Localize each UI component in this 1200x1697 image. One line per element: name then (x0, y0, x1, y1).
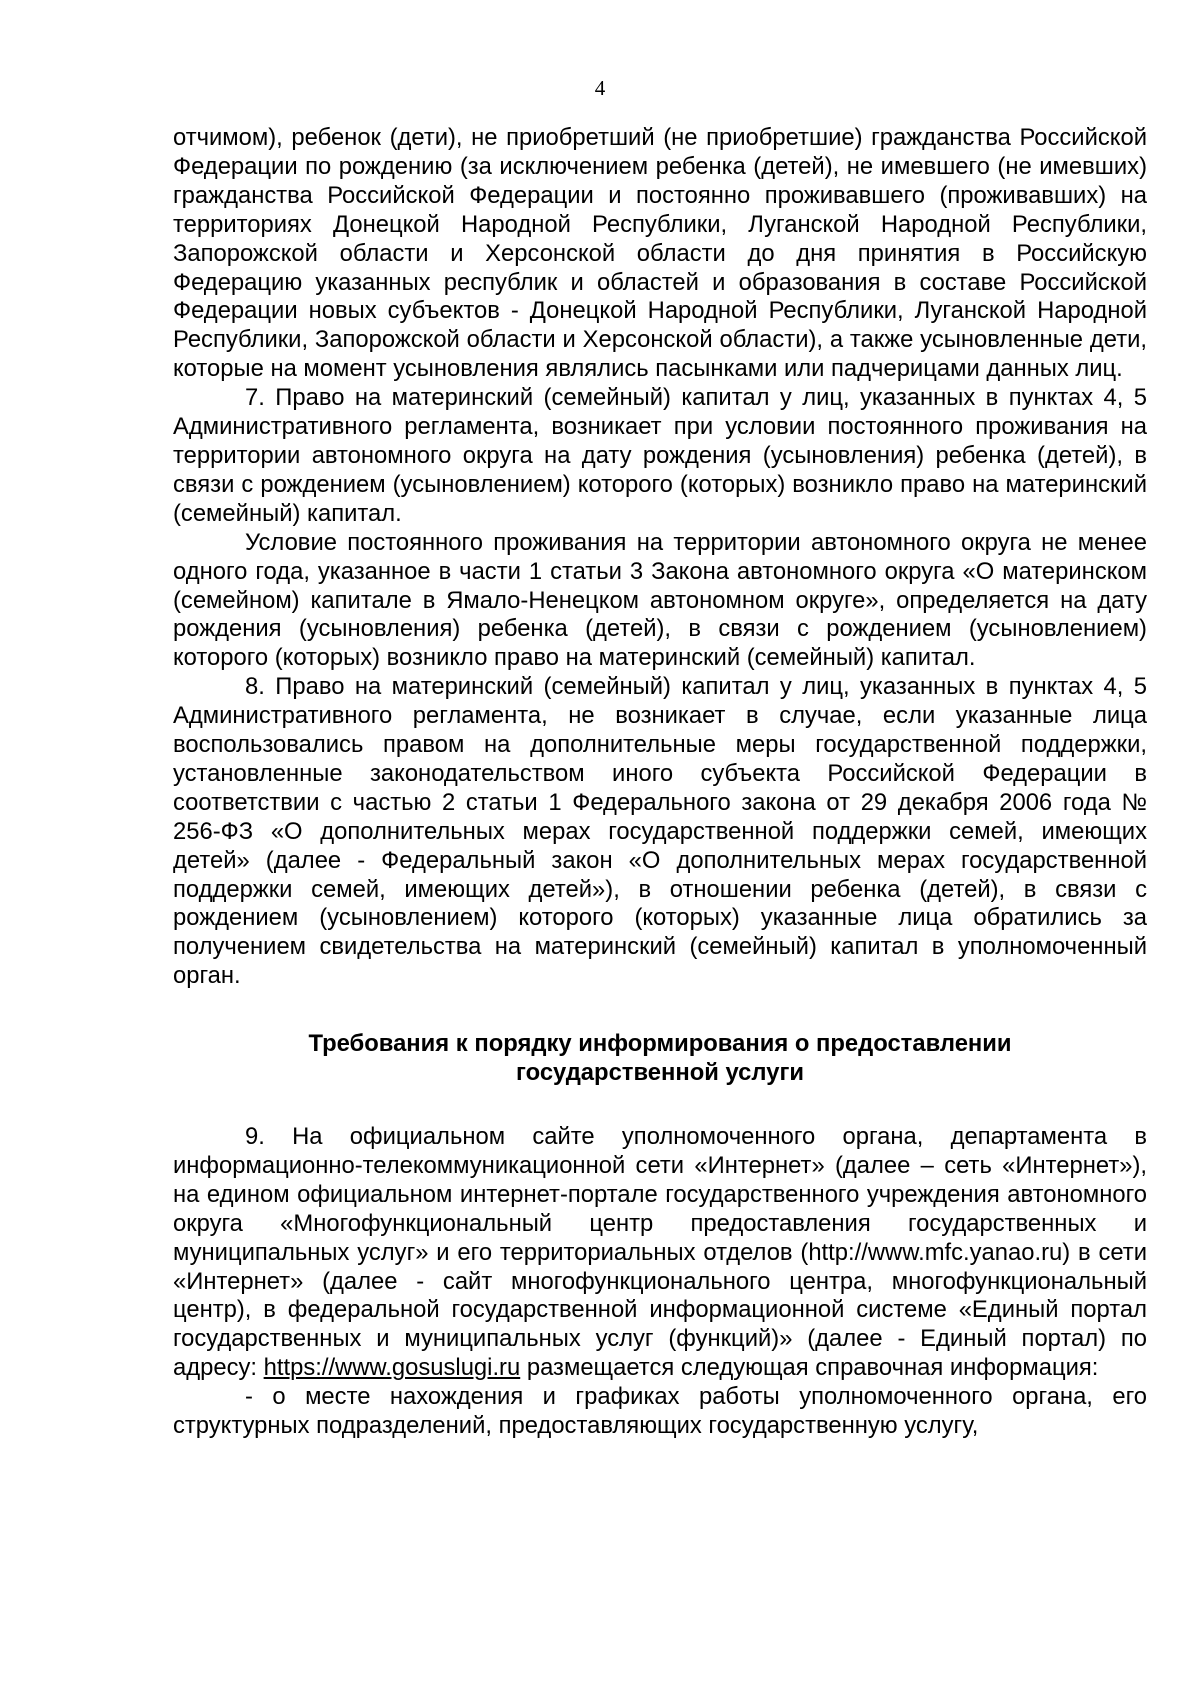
paragraph-9 (173, 1123, 1147, 1383)
paragraph-8: 8. Право на материнский (семейный) капитал у лиц, указанных в пунктах 4, 5 Административного регламента, не возникает в случае, если указанные лица воспользовались правом на дополнительные меры государственной поддержки, установленные законодательством иного субъекта Российской Федерации в соответствии с частью 2 статьи 1 Федерального закона от 29 декабря 2006 года № 256-ФЗ «О дополнительных мерах государственной поддержки семей, имеющих детей» (далее - Федеральный закон «О дополнительных мерах государственной поддержки семей, имеющих детей»), в отношении ребенка (детей), в связи с рождением (усыновлением) которого (которых) указанные лица обратились за получением свидетельства на материнский (семейный) капитал в уполномоченный орган. (173, 673, 1147, 990)
paragraph-list-item: - о месте нахождения и графиках работы уполномоченного органа, его структурных подразделений, предоставляющих государственную услугу, (173, 1383, 1147, 1440)
page-number: 4 (594, 76, 606, 100)
paragraph-7: 7. Право на материнский (семейный) капитал у лиц, указанных в пунктах 4, 5 Административного регламента, возникает при условии постоянного проживания на территории автономного округа на дату рождения (усыновления) ребенка (детей), в связи с рождением (усыновлением) которого (которых) возникло право на материнский (семейный) капитал. (173, 384, 1147, 527)
paragraph-9-text-start: 9. На официальном сайте уполномоченного органа, департамента в информационно-телекоммуникационной сети «Интернет» (далее – сеть «Интернет»), на едином официальном интернет-портале государственного учреждения автономного округа «Многофункциональный центр предоставления государственных и муниципальных услуг» и его территориальных отделов (http://www.mfc.yanao.ru) в сети «Интернет» (далее - сайт многофункционального центра, многофункциональный центр), в федеральной государственной информационной системе «Единый портал государственных и муниципальных услуг (функций)» (далее - Единый портал) по адресу: (173, 1123, 1147, 1382)
section-heading (173, 1030, 1147, 1088)
paragraph-residence-condition: Условие постоянного проживания на территории автономного округа не менее одного года, указанное в части 1 статьи 3 Закона автономного округа «О материнском (семейном) капитале в Ямало-Ненецком автономном округе», определяется на дату рождения (усыновления) ребенка (детей), в связи с рождением (усыновлением) которого (которых) возникло право на материнский (семейный) капитал. (173, 528, 1147, 672)
document-body (173, 124, 1147, 1441)
paragraph-continuation: отчимом), ребенок (дети), не приобретший (не приобретшие) гражданства Российской Федерации по рождению (за исключением ребенка (детей), не имевшего (не имевших) гражданства Российской Федерации и постоянно проживавшего (проживавших) на территориях Донецкой Народной Республики, Луганской Народной Республики, Запорожской области и Херсонской области до дня принятия в Российскую Федерацию указанных республик и областей и образования в составе Российской Федерации новых субъектов - Донецкой Народной Республики, Луганской Народной Республики, Запорожской области и Херсонской области), а также усыновленные дети, которые на момент усыновления являлись пасынками или падчерицами данных лиц. (173, 124, 1147, 383)
paragraph-9-text-end: размещается следующая справочная информация: (520, 1354, 1099, 1382)
gosuslugi-link[interactable]: https://www.gosuslugi.ru (263, 1354, 521, 1382)
section-heading-line-2: государственной услуги (516, 1059, 804, 1087)
section-heading-line-1: Требования к порядку информирования о предоставлении (308, 1030, 1012, 1058)
